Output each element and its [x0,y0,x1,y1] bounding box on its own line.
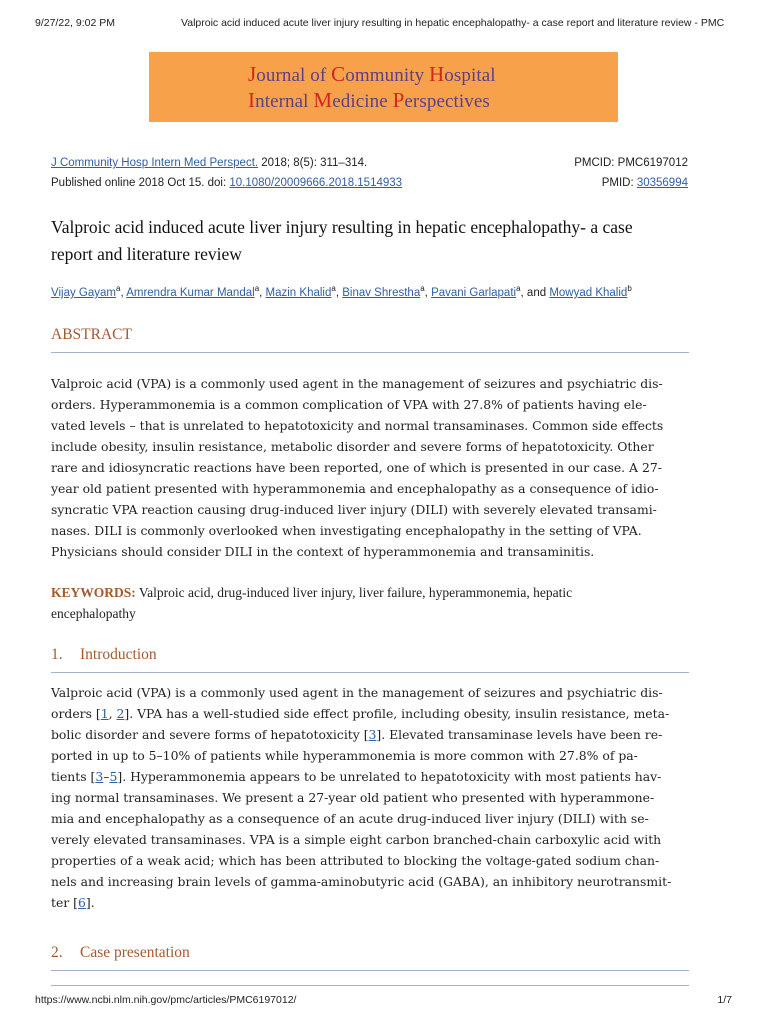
article-title-line: Valproic acid induced acute liver injury resulting in hepatic encephalopathy- a case [51,217,633,237]
case-presentation-heading[interactable] [51,944,689,971]
introduction-body [51,682,691,913]
print-datetime: 9/27/22, 9:02 PM [35,17,115,29]
keywords-text: Valproic acid, drug-induced liver injury, liver failure, hyperammonemia, hepatic [135,585,573,600]
pmid-link[interactable]: 30356994 [636,177,688,189]
author-list [51,284,701,299]
banner-word: ournal of [256,65,332,86]
author-link[interactable]: Amrendra Kumar Mandal [126,286,255,299]
author-separator: , [424,286,432,299]
author-affiliation: a [254,284,260,293]
reference-link[interactable]: 2 [116,706,125,721]
banner-word: erspectives [404,91,490,112]
journal-banner-line-1 [248,62,496,87]
abstract-line: year old patient presented with hyperammonemia and encephalopathy as a consequence of idio- [51,481,659,496]
introduction-line [51,892,691,913]
abstract-line: include obesity, insulin resistance, metabolic disorder and severe forms of hepatotoxicity. Other [51,439,654,454]
text-run: ter [ [51,895,79,910]
journal-banner[interactable] [149,52,618,122]
text-run: Valproic acid (VPA) is a commonly used agent in the management of seizures and psychiatric dis- [51,685,663,700]
introduction-line [51,850,691,871]
text-run: ]. [85,895,95,910]
abstract-heading-text: ABSTRACT [51,326,132,343]
print-header [35,17,732,31]
footer-divider [51,985,689,986]
text-run: nels and increasing brain levels of gamma-aminobutyric acid (GABA), an inhibitory neurotransmit- [51,874,672,889]
banner-capital: J [248,62,257,86]
author-link[interactable]: Mowyad Khalid [549,286,628,299]
text-run: tients [ [51,769,96,784]
author-affiliation: a [516,284,521,293]
reference-link[interactable]: 3 [95,769,104,784]
author-separator: , [259,286,266,299]
banner-capital: I [248,88,256,112]
keywords-line [51,582,691,603]
introduction-line [51,766,691,787]
section-title: Case presentation [80,944,190,961]
abstract-line: orders. Hyperammonemia is a common complication of VPA with 27.8% of patients having ele- [51,397,647,412]
author-affiliation: b [627,284,632,293]
journal-link[interactable]: J Community Hosp Intern Med Perspect. [51,157,259,169]
abstract-line: Valproic acid (VPA) is a commonly used agent in the management of seizures and psychiatric dis- [51,376,663,391]
banner-capital: M [313,88,333,112]
author-separator: , and [520,286,550,299]
text-run: – [103,769,110,784]
introduction-line [51,703,691,724]
keywords-line: encephalopathy [51,606,136,621]
author-separator: , [120,286,127,299]
text-run: ]. VPA has a well-studied side effect profile, including obesity, insulin resistance, meta- [124,706,670,721]
reference-link[interactable]: 6 [78,895,86,910]
text-run: ported in up to 5–10% of patients while hyperammonemia is more common with 27.8% of pa- [51,748,638,763]
section-number: 1. [51,646,63,663]
reference-link[interactable]: 1 [100,706,109,721]
banner-capital: P [392,88,405,112]
introduction-line [51,871,691,892]
keywords [51,582,691,624]
article-title-line: report and literature review [51,244,242,264]
banner-capital: H [429,62,445,86]
author-affiliation: a [420,284,425,293]
reference-link[interactable]: 3 [368,727,377,742]
text-run: properties of a weak acid; which has been attributed to blocking the voltage-gated sodium chan- [51,853,660,868]
print-page-title: Valproic acid induced acute liver injury resulting in hepatic encephalopathy- a case report and literature review - PMC [181,17,725,29]
author-link[interactable]: Vijay Gayam [51,286,116,299]
print-page-number: 1/7 [717,994,732,1006]
author-link[interactable]: Binav Shrestha [342,286,421,299]
author-link[interactable]: Pavani Garlapati [431,286,517,299]
author-affiliation: a [115,284,121,293]
journal-banner-line-2 [248,88,490,113]
author-affiliation: a [331,284,336,293]
abstract-body [51,373,691,562]
doi-link[interactable]: 10.1080/20009666.2018.1514933 [229,177,403,189]
introduction-line [51,682,691,703]
journal-volume-pages: 2018; 8(5): 311–314. [258,157,368,169]
section-title: Introduction [80,646,157,663]
article-title [51,214,691,268]
print-url: https://www.ncbi.nlm.nih.gov/pmc/articles/PMC6197012/ [35,994,297,1006]
text-run: , [108,706,117,721]
journal-citation [51,157,367,169]
text-run: bolic disorder and severe forms of hepatotoxicity [ [51,727,369,742]
introduction-line [51,829,691,850]
published-prefix: Published online 2018 Oct 15. doi: [51,177,230,189]
text-run: orders [ [51,706,101,721]
author-separator: , [335,286,343,299]
banner-word: ospital [444,65,496,86]
section-number: 2. [51,944,63,961]
pmcid: PMCID: PMC6197012 [574,157,688,169]
text-run: mia and encephalopathy as a consequence of an acute drug-induced liver injury (DILI) with se- [51,811,649,826]
text-run: ing normal transaminases. We present a 27-year old patient who presented with hyperammone- [51,790,655,805]
published-online [51,177,402,189]
abstract-line: nases. DILI is commonly overlooked when investigating encephalopathy in the setting of VPA. [51,523,642,538]
introduction-line [51,808,691,829]
abstract-line: vated levels – that is unrelated to hepatotoxicity and normal transaminases. Common side effects [51,418,664,433]
introduction-heading[interactable] [51,646,689,673]
banner-word: nternal [255,91,314,112]
citation-block [51,153,688,193]
banner-word: ommunity [345,65,430,86]
abstract-line: rare and idiosyncratic reactions have been reported, one of which is presented in our case. A 27- [51,460,662,475]
text-run: ]. Hyperammonemia appears to be unrelated to hepatotoxicity with most patients hav- [117,769,662,784]
pmid [602,173,688,193]
text-run: ]. Elevated transaminase levels have been re- [376,727,663,742]
keywords-label: KEYWORDS: [51,585,136,600]
banner-capital: C [331,62,346,86]
banner-word: edicine [332,91,393,112]
text-run: verely elevated transaminases. VPA is a simple eight carbon branched-chain carboxylic acid with [51,832,662,847]
reference-link[interactable]: 5 [109,769,118,784]
introduction-line [51,787,691,808]
abstract-line: syncratic VPA reaction causing drug-induced liver injury (DILI) with severely elevated transami- [51,502,657,517]
introduction-line [51,745,691,766]
abstract-line: Physicians should consider DILI in the context of hyperammonemia and transaminitis. [51,544,595,559]
abstract-heading [51,326,689,353]
introduction-line [51,724,691,745]
pmid-label: PMID: [601,177,637,189]
author-link[interactable]: Mazin Khalid [265,286,332,299]
